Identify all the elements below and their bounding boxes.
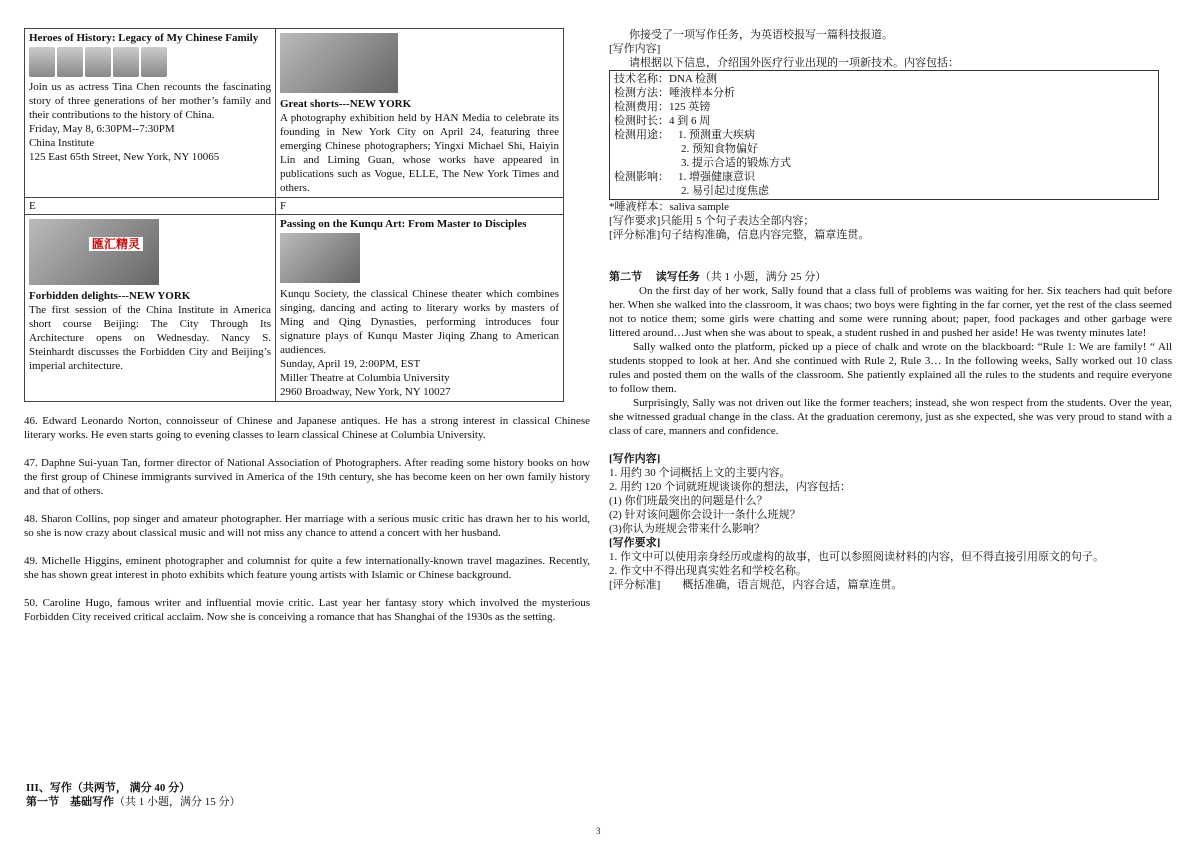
writing1-requirement: [写作要求]只能用 5 个句子表达全部内容； xyxy=(609,215,815,227)
right-column xyxy=(609,28,1172,592)
info-use-key: 检测用途： xyxy=(614,129,669,141)
event-card-kunqu xyxy=(276,215,564,402)
gallery-photo xyxy=(280,33,398,93)
person-item: 50. Caroline Hugo, famous writer and influential movie critic. Last year her fantasy story which involved the mysterious Forbidden City received critical acclaim. Now she is conceiving a romance that has Shanghai of the 1930s as the setting. xyxy=(24,597,590,623)
info-duration: 检测时长：4 到 6 周 xyxy=(614,115,711,127)
event-time: Friday, May 8, 6:30PM--7:30PM xyxy=(29,123,175,135)
info-impact-item: 1. 增强健康意识 xyxy=(678,171,755,183)
person-item: 46. Edward Leonardo Norton, connoisseur of Chinese and Japanese antiques. He has a strong interest in classical Chinese literary works. He even starts going to evening classes to learn classical Chinese at Columbia University. xyxy=(24,415,590,441)
portrait-photos xyxy=(29,47,271,77)
writing2-content-label: [写作内容] xyxy=(609,453,661,465)
writing2-score: （共 1 小题，满分 25 分） xyxy=(699,271,827,283)
part-one-label: 第一节 基础写作 xyxy=(26,796,114,808)
person-item: 48. Sharon Collins, pop singer and amateur photographer. Her marriage with a serious music critic has drawn her to his world, so she is now crazy about classical music and will not miss any chance to attend a concert with her husband. xyxy=(24,513,590,539)
event-address: 2960 Broadway, New York, NY 10027 xyxy=(280,386,451,398)
portrait-image xyxy=(85,47,111,77)
portrait-image xyxy=(141,47,167,77)
option-letter-e: E xyxy=(25,198,276,215)
event-venue: Miller Theatre at Columbia University xyxy=(280,372,450,384)
event-title: Heroes of History: Legacy of My Chinese Family xyxy=(29,32,259,44)
writing2-content-item: (2) 针对该问题你会设计一条什么班规？ xyxy=(609,509,801,521)
event-body: Join us as actress Tina Chen recounts the fascinating story of three generations of her mother’s family and their contributions to the history of China. xyxy=(29,81,271,121)
event-card-heroes xyxy=(25,29,276,198)
writing2-content-item: 1. 用约 30 个词概括上文的主要内容。 xyxy=(609,467,791,479)
portrait-image xyxy=(113,47,139,77)
story-paragraph: Sally walked onto the platform, picked up a piece of chalk and wrote on the blackboard: “Rule 1: We are family! “ All students stopped to look at her. And she continued with Rule 2, Rule 3… In the following weeks, Sally worked out 10 class rules and posted them on the walls of the classroom. She patiently explained all the rules to the students and require everyone to follow them. xyxy=(609,341,1172,395)
option-letter-f: F xyxy=(276,198,564,215)
event-time: Sunday, April 19, 2:00PM, EST xyxy=(280,358,421,370)
info-method: 检测方法：唾液样本分析 xyxy=(614,87,735,99)
writing2-standard: [评分标准] 概括准确，语言规范，内容合适，篇章连贯。 xyxy=(609,579,903,591)
page-number: 3 xyxy=(596,826,601,836)
event-body: The first session of the China Institute in America short course Beijing: The City Through Its Architecture opens on Wednesday. Nancy S. Steinhardt discusses the Forbidden City and Beijing’s imperial architecture. xyxy=(29,304,271,372)
kunqu-photo xyxy=(280,233,360,283)
saliva-note: *唾液样本：saliva sample xyxy=(609,201,730,213)
photo-banner-text: 匯汇精灵 xyxy=(89,237,143,251)
info-impact-item: 2. 易引起过度焦虑 xyxy=(681,185,769,197)
left-column xyxy=(24,28,590,638)
writing-section-header xyxy=(26,781,241,809)
story-paragraph: Surprisingly, Sally was not driven out like the former teachers; instead, she won respect from the students. Over the year, she witnessed gradual change in the class. At the graduation ceremony, just as she expected, she was very proud to stand with a class of care, manners and confidence. xyxy=(609,397,1172,437)
writing1-instruction: 请根据以下信息，介绍国外医疗行业出现的一项新技术。内容包括： xyxy=(629,57,959,69)
event-address: 125 East 65th Street, New York, NY 10065 xyxy=(29,151,220,163)
writing1-standard: [评分标准]句子结构准确，信息内容完整，篇章连贯。 xyxy=(609,229,870,241)
story-paragraph: On the first day of her work, Sally found that a class full of problems was waiting for her. Six teachers had quit before her. When she walked into the classroom, it was chaos; two boys were fighting in the far corner, yet the rest of the class seemed not to notice them; some girls were chatting and some were running about; paper, food packages and other garbage were littered around…Just when she was about to speak, a student rushed in and pushed her aside! He was twenty minutes late! xyxy=(609,285,1172,339)
person-item: 47. Daphne Sui-yuan Tan, former director of National Association of Photographers. After reading some history books on how the first group of Chinese immigrants survived in America of the 19th century, she has become keen on her own family history and that of others. xyxy=(24,457,590,497)
story-passage xyxy=(609,284,1172,438)
event-title: Forbidden delights---NEW YORK xyxy=(29,290,191,302)
section-title: III、写作（共两节， 满分 40 分） xyxy=(26,782,191,794)
dna-info-box xyxy=(609,70,1159,200)
info-impact-row xyxy=(614,170,1154,184)
event-title: Passing on the Kunqu Art: From Master to Disciples xyxy=(280,218,527,230)
writing2-title: 第二节 读写任务 xyxy=(609,271,700,283)
person-item: 49. Michelle Higgins, eminent photographer and columnist for quite a few internationally-known travel magazines. Recently, she has shown great interest in photo exhibits which feature young artists with Islamic or Chinese background. xyxy=(24,555,590,581)
info-use-item: 2. 预知食物偏好 xyxy=(681,143,758,155)
event-venue: China Institute xyxy=(29,137,95,149)
event-title: Great shorts---NEW YORK xyxy=(280,98,412,110)
writing1-content-label: [写作内容] xyxy=(609,43,661,55)
writing2-content-item: (1) 你们班最突出的问题是什么？ xyxy=(609,495,768,507)
writing2-content-item: (3)你认为班规会带来什么影响？ xyxy=(609,523,765,535)
event-card-great-shorts xyxy=(276,29,564,198)
part-one-title xyxy=(26,795,241,809)
part-one-score: （共 1 小题，满分 15 分） xyxy=(114,796,241,808)
writing2-req-item: 2. 作文中不得出现真实姓名和学校名称。 xyxy=(609,565,807,577)
writing1-intro: 你接受了一项写作任务，为英语校报写一篇科技报道。 xyxy=(629,29,893,41)
writing2-content-item: 2. 用约 120 个词就班规谈谈你的想法，内容包括： xyxy=(609,481,851,493)
people-list xyxy=(24,414,590,624)
info-use-row xyxy=(614,128,1154,142)
info-use-item: 1. 预测重大疾病 xyxy=(678,129,755,141)
info-name: 技术名称：DNA 检测 xyxy=(614,73,717,85)
lecture-photo xyxy=(29,219,159,285)
portrait-image xyxy=(29,47,55,77)
events-table xyxy=(24,28,564,402)
writing2-header xyxy=(609,270,1172,284)
event-card-forbidden-delights xyxy=(25,215,276,402)
writing2-req-item: 1. 作文中可以使用亲身经历或虚构的故事，也可以参照阅读材料的内容，但不得直接引用原文的句子。 xyxy=(609,551,1104,563)
info-cost: 检测费用：125 英镑 xyxy=(614,101,711,113)
info-impact-key: 检测影响： xyxy=(614,171,669,183)
writing2-req-label: [写作要求] xyxy=(609,537,661,549)
portrait-image xyxy=(57,47,83,77)
event-body: A photography exhibition held by HAN Media to celebrate its founding in New York City on April 24, featuring three emerging Chinese photographers; Yingxi Michael Shi, Haiyin Lin and Liming Guan, whose works have appeared in publications such as Vogue, ELLE, The New York Times and others. xyxy=(280,112,559,194)
info-use-item: 3. 提示合适的锻炼方式 xyxy=(681,157,791,169)
event-body: Kunqu Society, the classical Chinese theater which combines singing, dancing and acting to literary works by masters of Ming and Qing Dynasties, performing introduces four signature plays of Kunqu Master Jiqing Zhang to American audiences. xyxy=(280,288,559,356)
